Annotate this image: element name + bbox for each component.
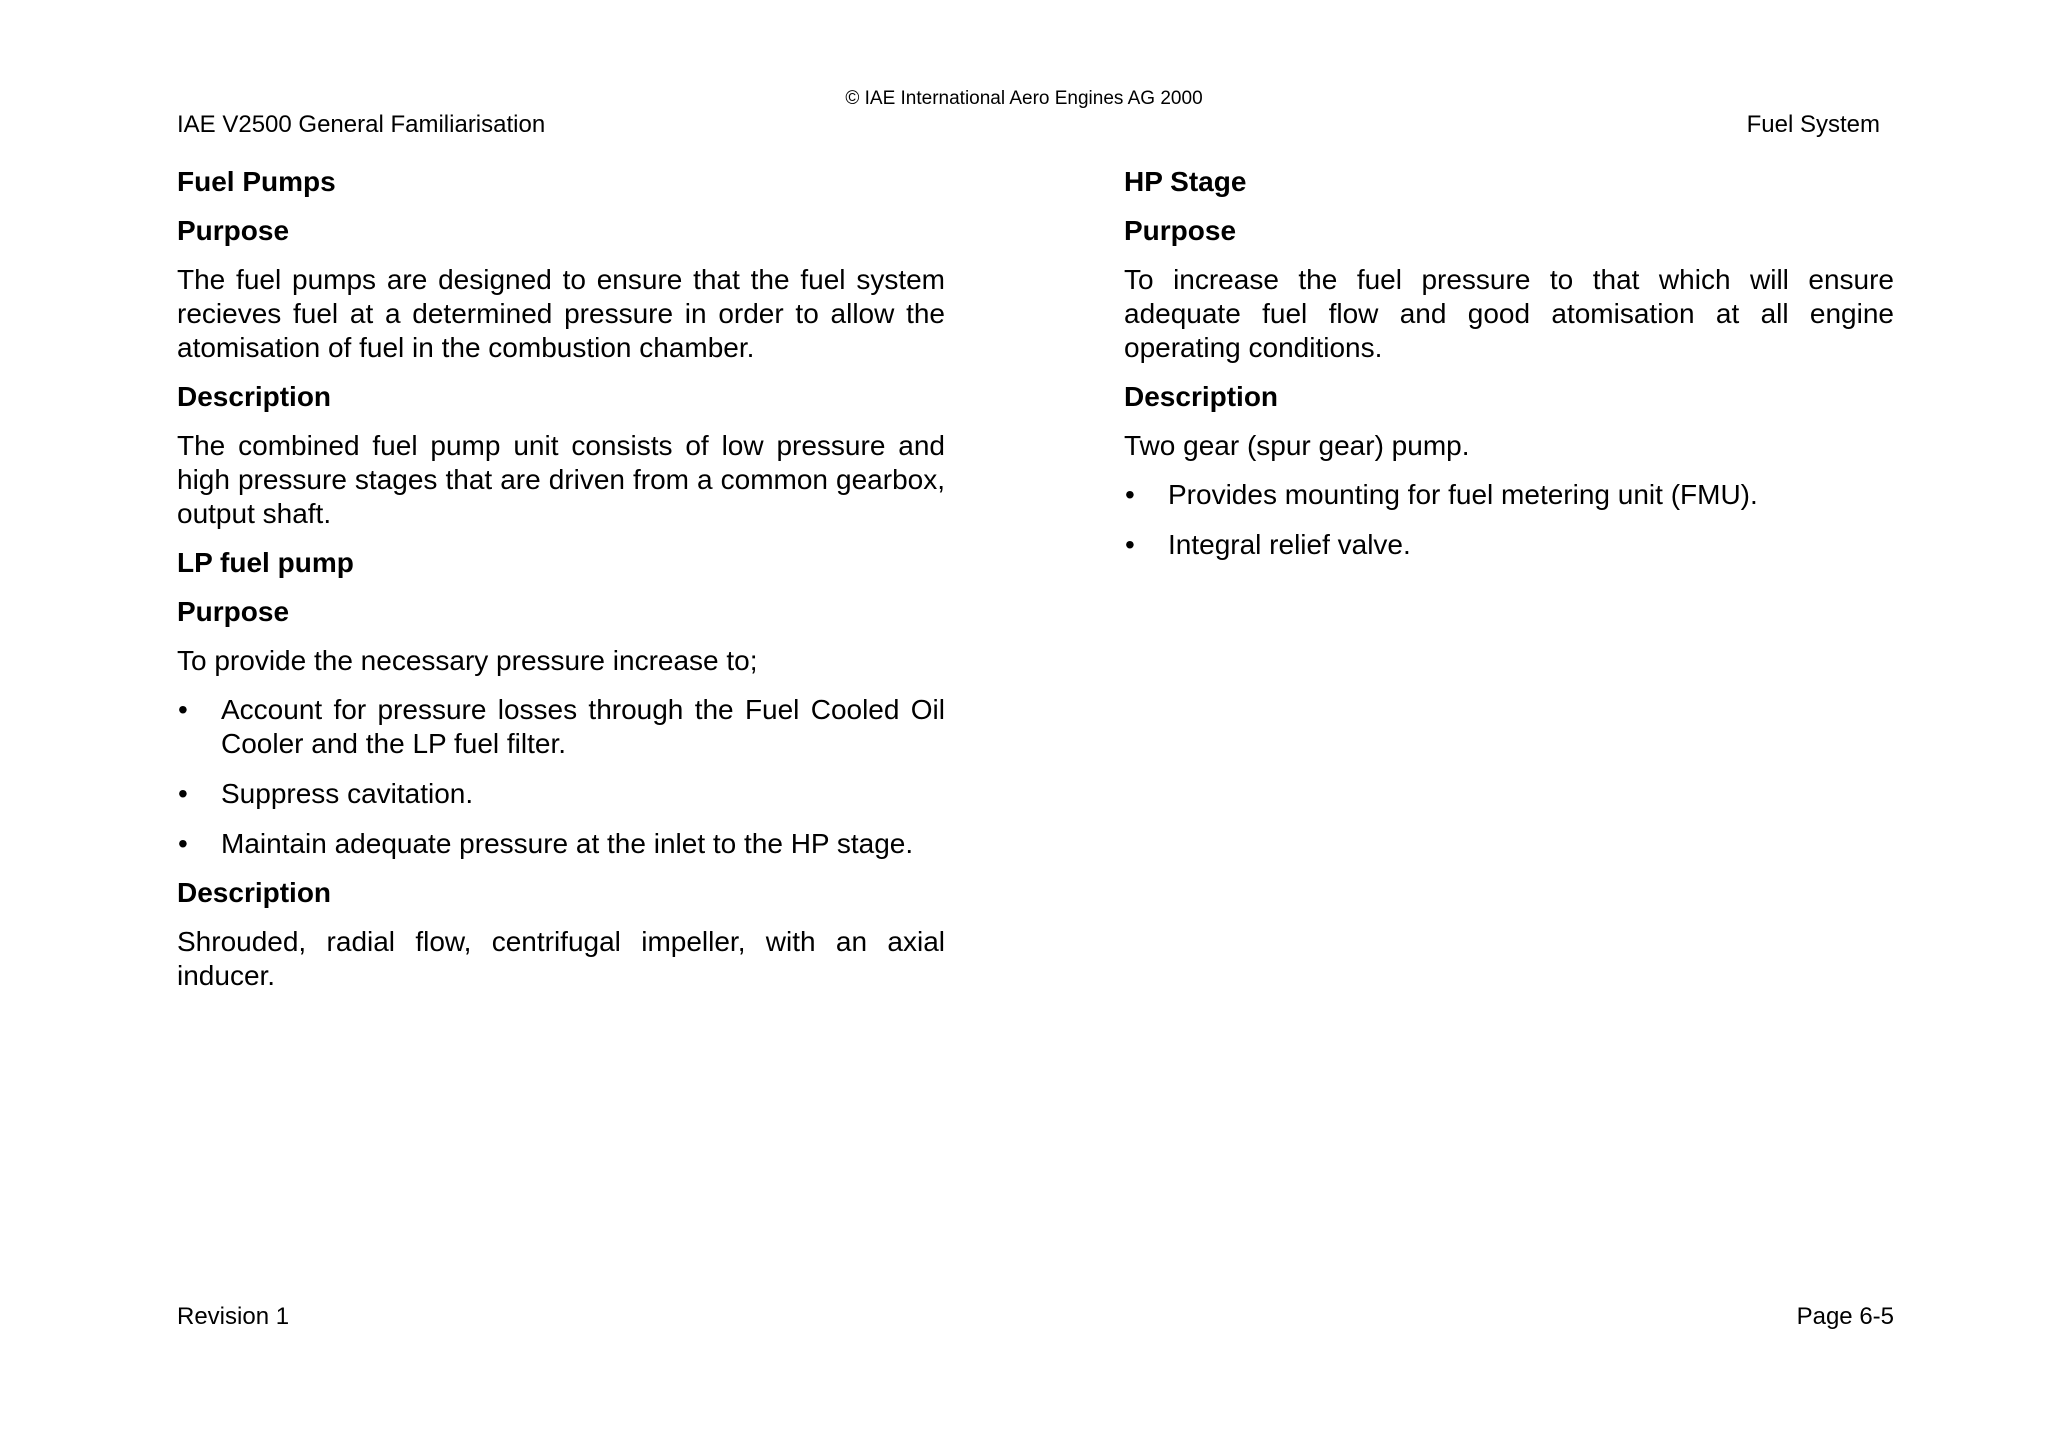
right-column — [1124, 165, 1894, 577]
lp-purpose-heading: Purpose — [177, 596, 290, 627]
list-item — [1124, 528, 1894, 562]
description-heading: Description — [177, 381, 332, 412]
copyright-notice: © IAE International Aero Engines AG 2000 — [845, 88, 1203, 109]
hp-description-text: Two gear (spur gear) pump. — [1124, 430, 1470, 461]
list-item-text: Maintain adequate pressure at the inlet to the HP stage. — [221, 828, 914, 859]
lp-description-heading: Description — [177, 877, 332, 908]
chapter-title: Fuel System — [1746, 111, 1880, 138]
list-item-text: Provides mounting for fuel metering unit (FMU). — [1168, 479, 1758, 510]
list-item — [177, 693, 945, 761]
purpose-heading: Purpose — [177, 215, 290, 246]
lp-purpose-intro: To provide the necessary pressure increase to; — [177, 645, 758, 676]
hp-purpose-heading: Purpose — [1124, 215, 1237, 246]
list-item-text: Suppress cavitation. — [221, 778, 474, 809]
bullet-icon: • — [1125, 479, 1135, 510]
hp-description-list — [1124, 478, 1894, 562]
list-item — [1124, 478, 1894, 512]
page-number: Page 6-5 — [1796, 1303, 1894, 1330]
bullet-icon: • — [1125, 529, 1135, 560]
bullet-icon: • — [178, 694, 188, 725]
document-title: IAE V2500 General Familiarisation — [177, 111, 546, 138]
left-column — [177, 165, 945, 1008]
lp-purpose-list — [177, 693, 945, 861]
section-title-hp-stage: HP Stage — [1124, 166, 1247, 197]
fuel-pumps-description-text: The combined fuel pump unit consists of low pressure and high pressure stages that are driven from a common gearbox, output shaft. — [177, 430, 945, 529]
section-title-fuel-pumps: Fuel Pumps — [177, 166, 336, 197]
hp-purpose-text: To increase the fuel pressure to that which will ensure adequate fuel flow and good atomisation at all engine operating conditions. — [1124, 264, 1894, 363]
bullet-icon: • — [178, 778, 188, 809]
lp-description-text: Shrouded, radial flow, centrifugal impeller, with an axial inducer. — [177, 926, 945, 991]
bullet-icon: • — [178, 828, 188, 859]
section-title-lp-fuel-pump: LP fuel pump — [177, 547, 354, 578]
fuel-pumps-purpose-text: The fuel pumps are designed to ensure that the fuel system recieves fuel at a determined pressure in order to allow the atomisation of fuel in the combustion chamber. — [177, 264, 945, 363]
list-item-text: Account for pressure losses through the Fuel Cooled Oil Cooler and the LP fuel filter. — [221, 694, 945, 759]
revision-label: Revision 1 — [177, 1303, 290, 1330]
list-item-text: Integral relief valve. — [1168, 529, 1411, 560]
hp-description-heading: Description — [1124, 381, 1279, 412]
list-item — [177, 827, 945, 861]
list-item — [177, 777, 945, 811]
